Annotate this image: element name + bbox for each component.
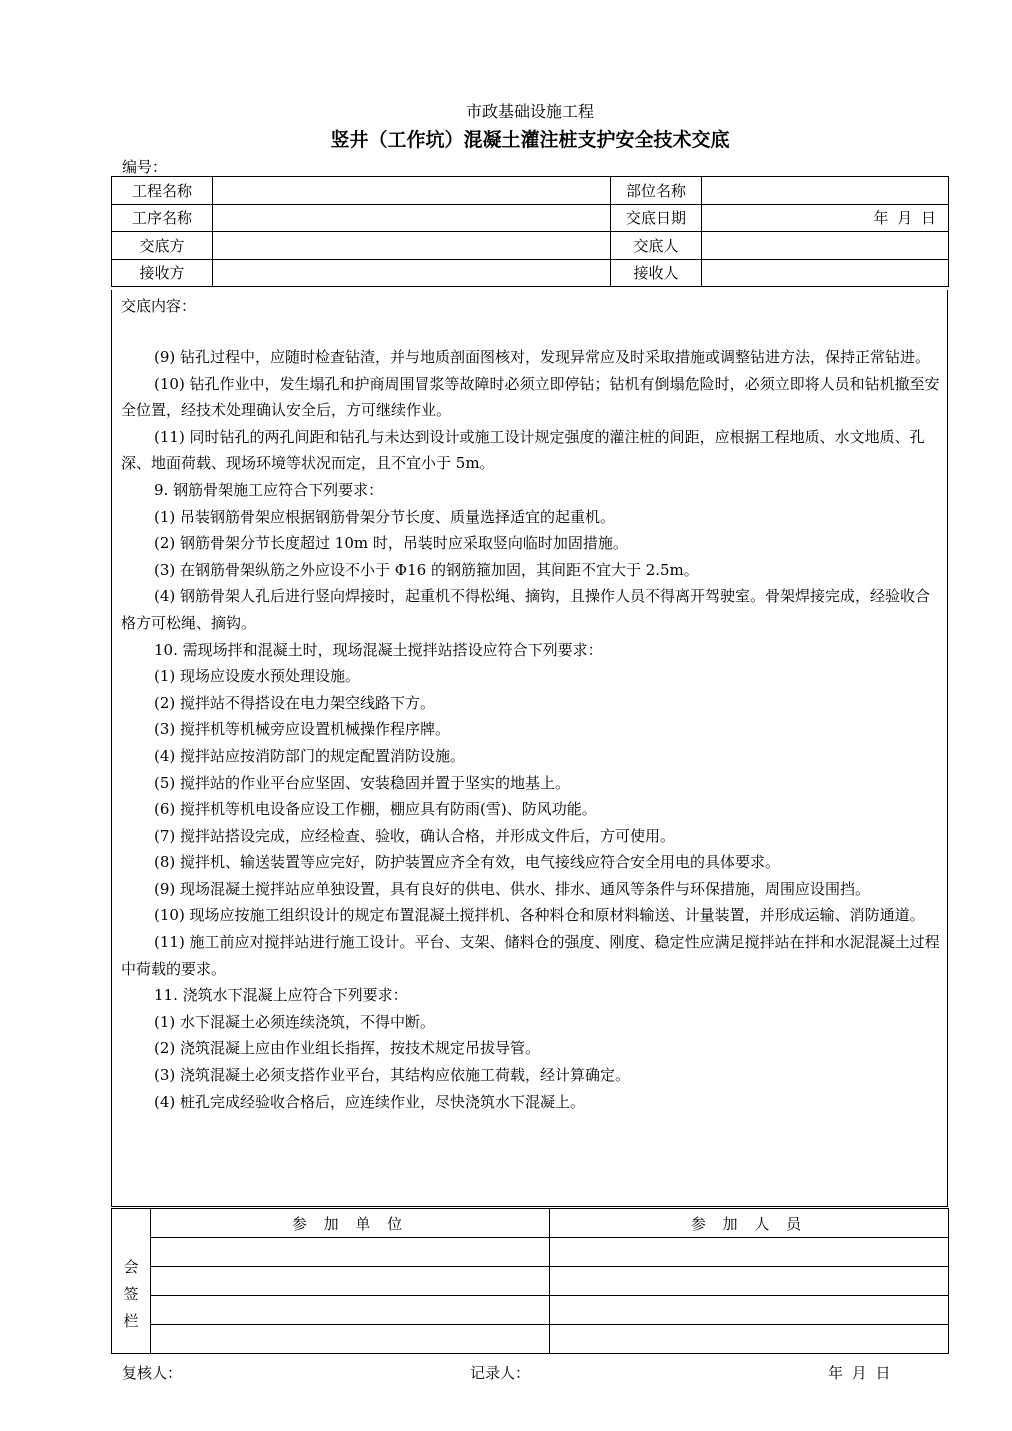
serial-number-label: 编号： (122, 158, 168, 176)
content-paragraph: (9) 钻孔过程中，应随时检查钻渣，并与地质剖面图核对，发现异常应及时采取措施或调整钻进方法，保持正常钻进。 (154, 348, 931, 366)
content-paragraph: (2) 浇筑混凝上应由作业组长指挥，按技术规定吊拔导管。 (154, 1039, 541, 1058)
content-paragraph: (1) 吊装钢筋骨架应根据钢筋骨架分节长度、质量选择适宜的起重机。 (154, 507, 616, 526)
document-subtitle: 市政基础设施工程 (465, 102, 594, 121)
content-paragraph: 11. 浇筑水下混凝上应符合下列要求： (154, 986, 408, 1005)
content-paragraph: 9. 钢筋骨架施工应符合下列要求： (154, 480, 384, 499)
content-paragraph: (8) 搅拌机、输送装置等应完好，防护装置应齐全有效，电气接线应符合安全用电的具体要求。 (154, 853, 781, 872)
sign-table (111, 1208, 949, 1354)
table-row (112, 1325, 949, 1354)
sign-org-cell[interactable] (151, 1325, 550, 1354)
content-paragraph: (11) 施工前应对搅拌站进行施工设计。平台、支架、储料仓的强度、刚度、稳定性应满足搅拌站在拌和水泥混凝土过程中荷载的要求。 (121, 933, 940, 978)
sign-person-cell[interactable] (550, 1296, 949, 1325)
content-paragraph: (9) 现场混凝土搅拌站应单独设置，具有良好的供电、供水、排水、通风等条件与环保措施，周围应设围挡。 (154, 879, 871, 898)
table-row (112, 259, 949, 287)
sign-col-person: 参 加 人 员 (550, 1209, 949, 1238)
content-paragraph: (4) 钢筋骨架人孔后进行竖向焊接时，起重机不得松绳、摘钩，且操作人员不得离开驾驶室。骨架焊接完成，经验收合格方可松绳、摘钩。 (121, 587, 931, 632)
receiver-person-label: 接收人 (611, 259, 702, 287)
sign-person-cell[interactable] (550, 1267, 949, 1296)
table-row (112, 1209, 949, 1238)
receiver-org-field[interactable] (213, 259, 611, 287)
date-field[interactable]: 年 月 日 (702, 204, 949, 232)
project-name-label: 工程名称 (112, 177, 213, 205)
content-paragraph: (2) 搅拌站不得搭设在电力架空线路下方。 (154, 693, 436, 712)
content-paragraph: (5) 搅拌站的作业平台应坚固、安装稳固并置于坚实的地基上。 (154, 773, 571, 792)
content-paragraph: (3) 在钢筋骨架纵筋之外应设不小于 Φ16 的钢筋箍加固，其间距不宜大于 2.5m。 (154, 560, 699, 579)
table-row (112, 1238, 949, 1267)
content-paragraph: (6) 搅拌机等机电设备应设工作棚，棚应具有防雨(雪)、防风功能。 (154, 800, 597, 819)
sign-label-3: 栏 (123, 1312, 139, 1330)
process-name-field[interactable] (213, 204, 611, 232)
table-row (112, 1296, 949, 1325)
table-row (112, 232, 949, 260)
reviewer-label: 复核人： (122, 1364, 183, 1382)
project-name-field[interactable] (213, 177, 611, 205)
recorder-label: 记录人： (470, 1364, 531, 1382)
content-paragraph: (10) 钻孔作业中，发生塌孔和护商周围冒浆等故障时必须立即停钻；钻机有倒塌危险时，必须立即将人员和钻机撤至安全位置，经技术处理确认安全后，方可继续作业。 (121, 374, 940, 420)
content-paragraph: (7) 搅拌站搭设完成，应经检查、验收，确认合格，并形成文件后，方可使用。 (154, 826, 676, 845)
table-row (112, 177, 949, 205)
sign-section-label (112, 1209, 151, 1354)
sign-person-cell[interactable] (550, 1325, 949, 1354)
table-row (112, 1267, 949, 1296)
table-row (112, 204, 949, 232)
footer-date: 年 月 日 (828, 1364, 893, 1382)
sign-org-cell[interactable] (151, 1267, 550, 1296)
content-paragraph: (1) 现场应设废水预处理设施。 (154, 667, 361, 686)
sign-col-org: 参 加 单 位 (151, 1209, 550, 1238)
sign-label-1: 会 (123, 1258, 139, 1276)
content-paragraph: (4) 搅拌站应按消防部门的规定配置消防设施。 (154, 746, 466, 765)
content-paragraph: 10. 需现场拌和混凝土时，现场混凝土搅拌站搭设应符合下列要求： (154, 640, 603, 659)
content-paragraph: (10) 现场应按施工组织设计的规定布置混凝土搅拌机、各种料仓和原材料输送、计量装置，并形成运输、消防通道。 (154, 906, 925, 925)
info-table (111, 176, 949, 287)
process-name-label: 工序名称 (112, 204, 213, 232)
content-paragraph: (1) 水下混凝土必须连续浇筑，不得中断。 (154, 1012, 436, 1031)
content-body (121, 344, 941, 1115)
sign-org-cell[interactable] (151, 1296, 550, 1325)
sign-label-2: 签 (123, 1285, 139, 1303)
content-paragraph: (2) 钢筋骨架分节长度超过 10m 时，吊装时应采取竖向临时加固措施。 (154, 534, 628, 553)
receiver-person-field[interactable] (702, 259, 949, 287)
giver-person-label: 交底人 (611, 232, 702, 260)
content-label: 交底内容： (121, 297, 197, 315)
content-paragraph: (11) 同时钻孔的两孔间距和钻孔与未达到设计或施工设计规定强度的灌注桩的间距，应根据工程地质、水文地质、孔深、地面荷载、现场环境等状况而定，且不宜小于 5m。 (121, 427, 925, 473)
receiver-org-label: 接收方 (112, 259, 213, 287)
content-paragraph: (3) 搅拌机等机械旁应设置机械操作程序牌。 (154, 720, 451, 739)
sign-person-cell[interactable] (550, 1238, 949, 1267)
content-paragraph: (3) 浇筑混凝土必须支搭作业平台，其结构应依施工荷载，经计算确定。 (154, 1066, 631, 1085)
sign-org-cell[interactable] (151, 1238, 550, 1267)
document-title: 竖井（工作坑）混凝土灌注桩支护安全技术交底 (330, 129, 730, 151)
giver-org-label: 交底方 (112, 232, 213, 260)
content-paragraph: (4) 桩孔完成经验收合格后，应连续作业，尽快浇筑水下混凝上。 (154, 1092, 586, 1111)
giver-org-field[interactable] (213, 232, 611, 260)
section-name-field[interactable] (702, 177, 949, 205)
giver-person-field[interactable] (702, 232, 949, 260)
section-name-label: 部位名称 (611, 177, 702, 205)
date-label: 交底日期 (611, 204, 702, 232)
